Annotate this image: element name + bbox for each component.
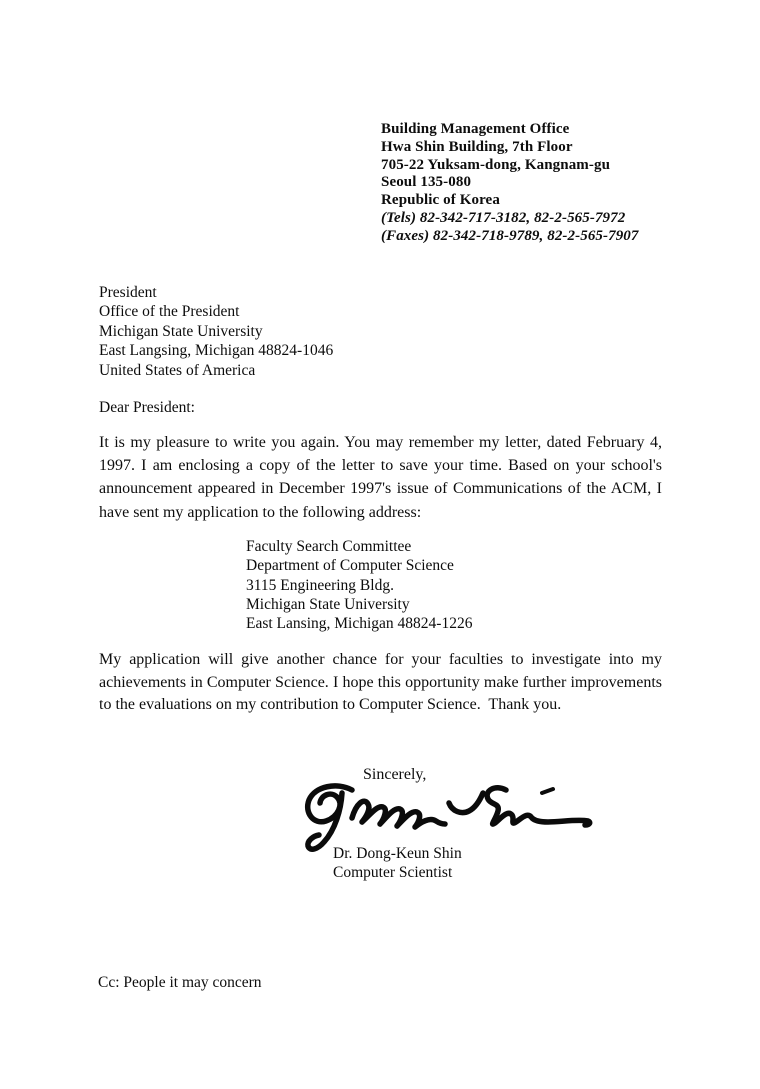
signer-title: Computer Scientist — [333, 864, 453, 882]
cc-line: Cc: People it may concern — [98, 974, 262, 991]
letterhead-tels: (Tels) 82-342-717-3182, 82-2-565-7972 — [381, 209, 626, 226]
recipient-address — [99, 283, 333, 380]
recipient-line: President — [99, 284, 157, 301]
body-line: It is my pleasure to write you again. You may remember my letter, dated February 4, — [99, 434, 662, 451]
letterhead-faxes: (Faxes) 82-342-718-9789, 82-2-565-7907 — [381, 227, 639, 244]
body-line: announcement appeared in December 1997's issue of Communications of the ACM, I — [99, 480, 662, 498]
application-address-line: Michigan State University — [246, 595, 410, 613]
recipient-line: Office of the President — [99, 303, 240, 321]
recipient-line: Michigan State University — [99, 322, 263, 340]
application-address — [246, 537, 472, 633]
application-address-line: East Lansing, Michigan 48824-1226 — [246, 615, 473, 633]
salutation: Dear President: — [99, 399, 195, 416]
application-address-line: Faculty Search Committee — [246, 538, 412, 555]
body-line: have sent my application to the following address: — [99, 503, 422, 521]
valediction: Sincerely, — [363, 766, 427, 783]
body-line: to the evaluations on my contribution to Computer Science. Thank you. — [99, 696, 562, 714]
letterhead-line: Republic of Korea — [381, 192, 500, 209]
letterhead — [381, 121, 639, 246]
letterhead-line: 705-22 Yuksam-dong, Kangnam-gu — [381, 156, 611, 173]
body-line: achievements in Computer Science. I hope this opportunity make further improvements — [99, 673, 662, 691]
letterhead-line: Building Management Office — [381, 121, 570, 137]
body-line: My application will give another chance for your faculties to investigate into my — [99, 651, 662, 668]
application-address-line: Department of Computer Science — [246, 557, 454, 575]
letterhead-line: Hwa Shin Building, 7th Floor — [381, 138, 573, 155]
application-address-line: 3115 Engineering Bldg. — [246, 576, 394, 594]
body-line: 1997. I am enclosing a copy of the letter to save your time. Based on your school's — [99, 457, 662, 475]
letterhead-line: Seoul 135-080 — [381, 174, 472, 191]
signer-name: Dr. Dong-Keun Shin — [333, 845, 462, 862]
recipient-line: United States of America — [99, 361, 256, 379]
body-paragraph-1 — [99, 431, 662, 524]
recipient-line: East Langsing, Michigan 48824-1046 — [99, 342, 334, 360]
body-paragraph-2 — [99, 649, 662, 717]
signer-block — [333, 844, 462, 883]
